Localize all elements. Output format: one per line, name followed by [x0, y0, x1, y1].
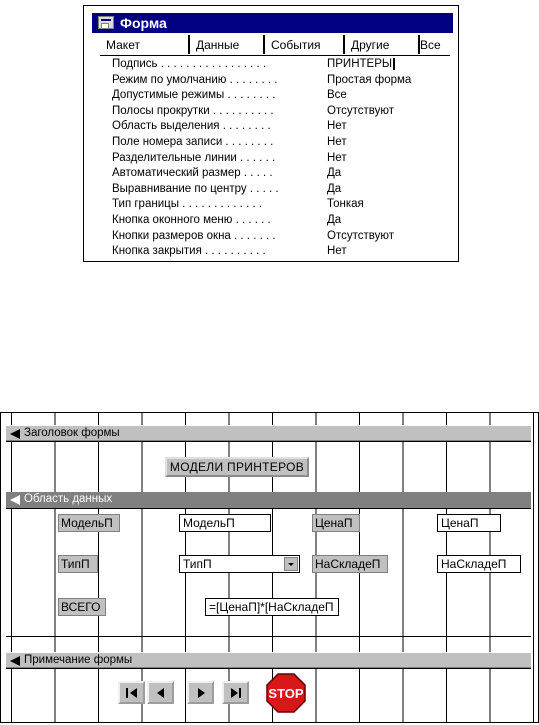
first-record-icon — [125, 687, 139, 699]
property-value[interactable]: Тонкая — [327, 198, 364, 211]
label-total[interactable]: ВСЕГО — [58, 598, 106, 616]
property-name: Выравнивание по центру . . . . . — [112, 182, 279, 195]
property-value[interactable]: Да — [327, 213, 342, 226]
property-value[interactable]: Отсутствуют — [327, 104, 394, 117]
property-name: Кнопка оконного меню . . . . . . — [112, 213, 271, 226]
properties-title-bar — [92, 13, 453, 33]
properties-title: Форма — [120, 15, 167, 31]
property-row[interactable] — [112, 135, 452, 151]
detail-band-label: Область данных — [24, 493, 113, 505]
property-row[interactable] — [112, 244, 452, 260]
tab-data[interactable]: Данные — [190, 35, 265, 54]
stop-sign-icon — [266, 673, 306, 713]
field-model[interactable]: МодельП — [179, 514, 271, 532]
property-row[interactable] — [112, 57, 452, 73]
label-type[interactable]: ТипП — [58, 555, 98, 573]
form-footer-label: Примечание формы — [24, 654, 133, 666]
label-model[interactable]: МодельП — [58, 514, 120, 532]
form-icon — [98, 16, 114, 29]
field-type-combo[interactable] — [179, 555, 300, 573]
last-record-button[interactable] — [222, 681, 249, 704]
property-row[interactable] — [112, 151, 452, 167]
property-row[interactable] — [112, 104, 452, 120]
tab-all[interactable]: Все — [420, 38, 441, 52]
form-header-band[interactable] — [6, 425, 531, 441]
arrow-left-icon — [10, 495, 20, 505]
tab-events[interactable]: События — [265, 35, 345, 54]
property-name: Кнопка закрытия . . . . . . . . . . — [112, 245, 266, 258]
property-value[interactable]: Нет — [327, 120, 347, 133]
property-value[interactable]: Нет — [327, 245, 347, 258]
last-record-icon — [229, 687, 243, 699]
property-list — [112, 57, 452, 260]
property-name: Допустимые режимы . . . . . . . . — [112, 89, 276, 102]
property-value[interactable]: Да — [327, 167, 342, 180]
dropdown-arrow-icon[interactable] — [284, 557, 298, 571]
property-row[interactable] — [112, 197, 452, 213]
properties-tabs — [100, 35, 450, 56]
property-value[interactable]: Отсутствуют — [327, 229, 394, 242]
field-stock[interactable]: НаСкладеП — [437, 555, 521, 573]
property-name: Поле номера записи . . . . . . . . — [112, 135, 274, 148]
property-name: Тип границы . . . . . . . . . . . . . — [112, 198, 263, 211]
footer-rule — [6, 668, 531, 669]
first-record-button[interactable] — [118, 681, 145, 704]
header-rule — [6, 441, 531, 442]
field-price[interactable]: ЦенаП — [437, 514, 501, 532]
label-price[interactable]: ЦенаП — [312, 514, 360, 532]
previous-record-icon — [154, 687, 168, 699]
field-total-expression[interactable]: =[ЦенаП]*[НаСкладеП — [205, 598, 339, 616]
field-type-value: ТипП — [183, 557, 212, 571]
property-name: Режим по умолчанию . . . . . . . . — [112, 73, 278, 86]
detail-band[interactable] — [6, 492, 531, 509]
arrow-left-icon — [10, 656, 20, 666]
property-value[interactable]: ПРИНТЕРЫ — [327, 57, 395, 73]
text-caret — [393, 58, 395, 70]
property-value[interactable]: Нет — [327, 151, 347, 164]
form-properties-window — [83, 5, 459, 262]
property-value[interactable]: Простая форма — [327, 73, 412, 86]
label-stock[interactable]: НаСкладеП — [312, 555, 388, 573]
detail-rule — [6, 636, 531, 637]
property-row[interactable] — [112, 229, 452, 245]
property-name: Полосы прокрутки . . . . . . . . . . — [112, 104, 274, 117]
tab-other[interactable]: Другие — [345, 35, 420, 54]
next-record-button[interactable] — [187, 681, 214, 704]
property-name: Область выделения . . . . . . . . — [112, 120, 271, 133]
property-row[interactable] — [112, 213, 452, 229]
next-record-icon — [194, 687, 208, 699]
property-name: Автоматический размер . . . . . — [112, 167, 273, 180]
property-value[interactable]: Да — [327, 182, 342, 195]
property-row[interactable] — [112, 73, 452, 89]
stop-sign-text: STOP — [268, 686, 304, 701]
property-row[interactable] — [112, 119, 452, 135]
arrow-left-icon — [10, 429, 20, 439]
property-row[interactable] — [112, 182, 452, 198]
property-value[interactable]: Нет — [327, 135, 347, 148]
previous-record-button[interactable] — [147, 681, 174, 704]
property-name: Разделительные линии . . . . . . — [112, 151, 276, 164]
property-name: Подпись . . . . . . . . . . . . . . . . . — [112, 58, 267, 70]
form-header-label: Заголовок формы — [24, 427, 120, 439]
form-footer-band[interactable] — [6, 652, 531, 668]
stop-button[interactable] — [266, 673, 306, 713]
property-row[interactable] — [112, 88, 452, 104]
title-label-models-printers[interactable]: МОДЕЛИ ПРИНТЕРОВ — [165, 457, 309, 477]
property-value[interactable]: Все — [327, 89, 347, 102]
tab-layout[interactable]: Макет — [100, 35, 190, 54]
property-row[interactable] — [112, 166, 452, 182]
property-name: Кнопки размеров окна . . . . . . . — [112, 229, 276, 242]
